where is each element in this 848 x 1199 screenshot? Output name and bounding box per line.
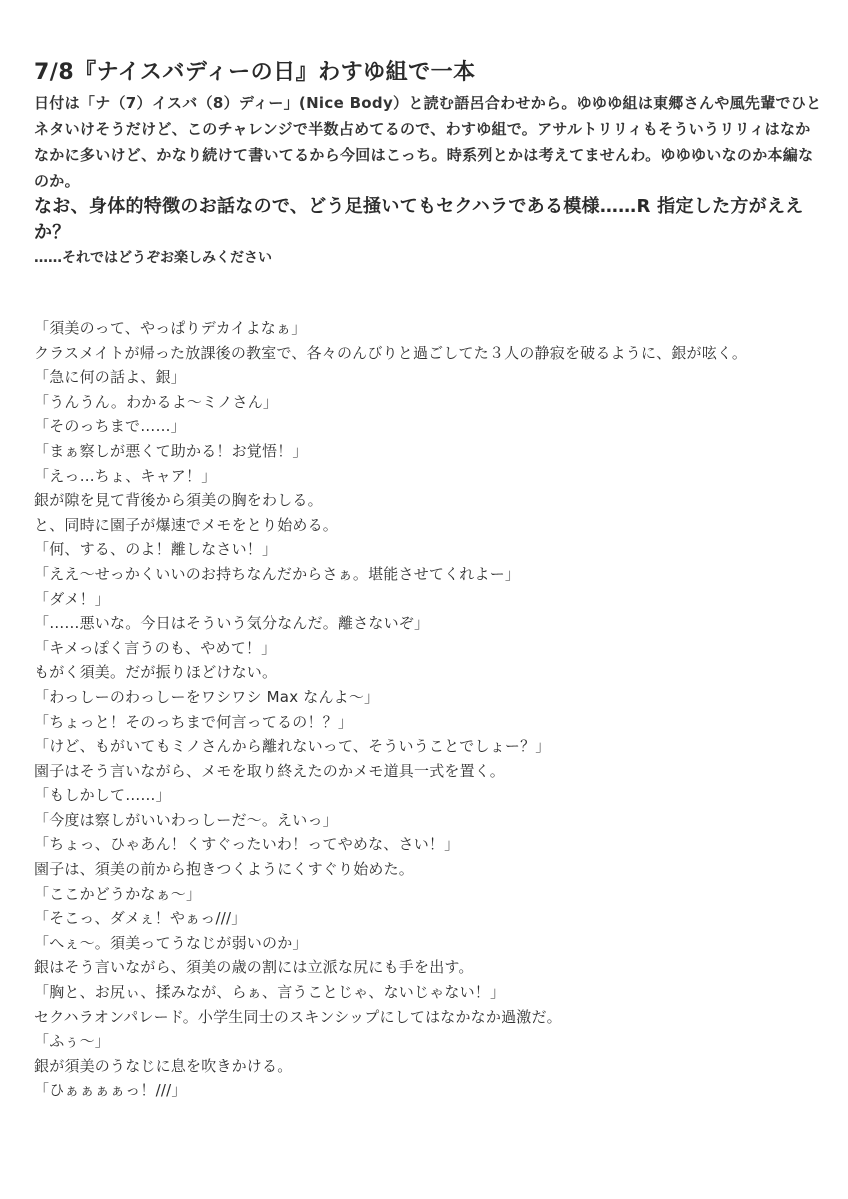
story-line: と、同時に園子が爆速でメモをとり始める。 (34, 515, 339, 534)
story-line: 「キメっぽく言うのも、やめて！」 (34, 638, 277, 657)
story-line: 「わっしーのわっしーをワシワシ Max なんよ〜」 (34, 687, 380, 706)
story-line: 「けど、もがいてもミノさんから離れないって、そういうことでしょー？」 (34, 737, 551, 756)
story-line: 「胸と、お尻ぃ、揉みなが、らぁ、言うことじゃ、ないじゃない！」 (34, 983, 506, 1002)
story-line: 銀はそう言いながら、須美の歳の割には立派な尻にも手を出す。 (34, 958, 474, 977)
document-page (34, 56, 824, 1103)
story-line: 銀が須美のうなじに息を吹きかける。 (34, 1056, 293, 1075)
story-line: 園子は、須美の前から抱きつくようにくすぐり始めた。 (34, 860, 415, 879)
story-line: 「何、する、のよ！離しなさい！」 (34, 540, 278, 559)
story-line: 「須美のって、やっぱりデカイよなぁ」 (34, 319, 307, 337)
story-line: 「ちょっ、ひゃあん！くすぐったいわ！ってやめな、さい！」 (34, 835, 460, 854)
story-line: 「えっ…ちょ、キャア！」 (34, 466, 217, 485)
story-line: 銀が隙を見て背後から須美の胸をわしる。 (34, 491, 323, 510)
section-spacer (34, 270, 824, 316)
story-line: セクハラオンパレード。小学生同士のスキンシップにしてはなかなか過激だ。 (34, 1007, 562, 1026)
story-line: 「急に何の話よ、銀」 (34, 368, 187, 387)
enjoy-line: ……それではどうぞお楽しみください (34, 250, 272, 266)
warning-note: なお、身体的特徴のお話なので、どう足掻いてもセクハラである模様……R 指定した方がええか？ (34, 196, 804, 243)
story-line: 「ひぁぁぁぁっ！///」 (34, 1081, 187, 1100)
story-line: 「もしかして……」 (34, 786, 171, 805)
story-line: もがく須美。だが振りほどけない。 (34, 663, 278, 682)
story-line: 「うんうん。わかるよ〜ミノさん」 (34, 392, 279, 411)
story-line: 「まぁ察しが悪くて助かる！お覚悟！」 (34, 441, 308, 460)
story-body (34, 316, 824, 1103)
document-title: 7/8『ナイスバディーの日』わすゆ組で一本 (34, 60, 476, 85)
story-line: 「ふぅ〜」 (34, 1032, 111, 1051)
intro-paragraph: 日付は「ナ（7）イスバ（8）ディー」(Nice Body）と読む語呂合わせから。ゆゆゆ組は東郷さんや風先輩でひとネタいけそうだけど、このチャレンジで半数占めてるので、わすゆ組で。アサルトリリィもそういうリリィはなかなかに多いけど、かなり続けて書いてるから今回はこっち。時系列とかは考えてませんわ。ゆゆゆいなのか本編なのか。 (34, 94, 822, 190)
story-line: 「ダメ！」 (34, 589, 111, 608)
story-line: 「今度は察しがいいわっしーだ〜。えいっ」 (34, 810, 338, 829)
story-line: 「ここかどうかなぁ〜」 (34, 884, 202, 903)
story-line: 園子はそう言いながら、メモを取り終えたのかメモ道具一式を置く。 (34, 761, 505, 780)
story-line: 「へぇ〜。須美ってうなじが弱いのか」 (34, 933, 308, 952)
story-line: クラスメイトが帰った放課後の教室で、各々のんびりと過ごしてた３人の静寂を破るように、銀が呟く。 (34, 343, 748, 362)
story-line: 「そこっ、ダメぇ！やぁっ///」 (34, 909, 247, 928)
story-line: 「そのっちまで……」 (34, 417, 186, 436)
story-line: 「ええ〜せっかくいいのお持ちなんだからさぁ。堪能させてくれよー」 (34, 564, 521, 583)
story-line: 「……悪いな。今日はそういう気分なんだ。離さないぞ」 (34, 614, 430, 633)
story-line: 「ちょっと！そのっちまで何言ってるの！？」 (34, 712, 354, 731)
